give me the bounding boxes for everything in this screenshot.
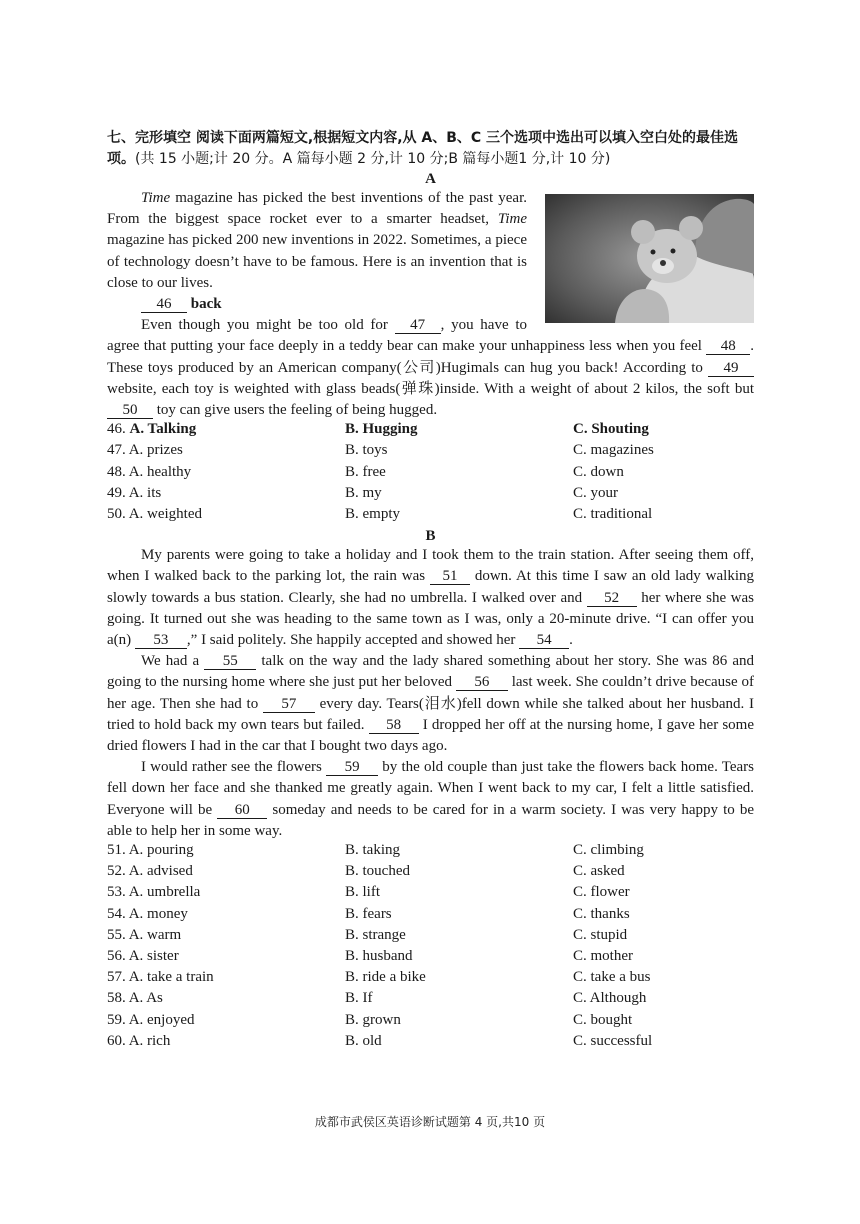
option-text: B. If [345,990,373,1007]
option-row [107,906,754,927]
option-text: A. umbrella [128,884,201,901]
option-a[interactable] [107,948,345,969]
passage-a-intro [107,188,527,294]
option-text: B. strange [345,926,406,943]
page-footer: 成都市武侯区英语诊断试题第 4 页,共10 页 [314,1115,546,1129]
option-b[interactable] [345,485,573,506]
option-a[interactable] [107,842,345,863]
option-text: C. thanks [573,905,630,922]
intro-text: magazine has picked the best inventions of the past year. From the biggest space rocket ever to a smarter headset, [107,190,527,228]
option-b[interactable] [345,464,573,485]
option-text: B. my [345,484,382,501]
option-b[interactable] [345,906,573,927]
option-c[interactable] [573,863,754,884]
option-a[interactable] [107,421,345,442]
section-instructions [107,128,754,170]
option-text: B. free [345,463,386,480]
question-number: 54. [107,905,126,922]
question-number: 56. [107,947,126,964]
option-text: C. traditional [573,505,653,522]
option-c[interactable] [573,990,754,1011]
blank-58[interactable]: 58 [369,717,419,734]
options-table-a [107,421,754,527]
option-row [107,1033,754,1054]
option-text: C. successful [573,1032,653,1049]
option-c[interactable] [573,1012,754,1033]
option-a[interactable] [107,485,345,506]
blank-54[interactable]: 54 [519,632,569,649]
intro-text: magazine has picked 200 new inventions in 2022. Sometimes, a piece of technology doesn’t have to be famous. Here is an invention that is close to our lives. [107,232,527,291]
option-row [107,990,754,1011]
option-c[interactable] [573,842,754,863]
blank-49[interactable]: 49 [708,360,754,377]
option-a[interactable] [107,969,345,990]
blank-48[interactable]: 48 [706,338,750,355]
option-c[interactable] [573,464,754,485]
blank-55[interactable]: 55 [204,653,256,670]
option-a[interactable] [107,906,345,927]
blank-56[interactable]: 56 [456,674,508,691]
blank-47[interactable]: 47 [395,317,441,334]
option-text: C. Although [573,990,647,1007]
magazine-name: Time [497,211,527,228]
option-b[interactable] [345,842,573,863]
option-text: A. prizes [128,442,183,459]
passage-a [107,188,754,421]
option-b[interactable] [345,990,573,1011]
option-c[interactable] [573,421,754,442]
option-c[interactable] [573,442,754,463]
question-number: 53. [107,884,126,901]
option-text: A. As [128,990,163,1007]
option-text: C. Shouting [573,421,649,438]
option-text: C. down [573,463,624,480]
question-number: 59. [107,1011,126,1028]
option-row [107,842,754,863]
option-b[interactable] [345,884,573,905]
passage-a-paragraph-2: Even though you might be too old for 47 , you have to agree that putting your face deeply in a teddy bear can make your unhappiness less when you feel 48 . These toys produced by an American company(公司)Hugimals can hug you back! According to 49 website, each toy is weighted with glass beads(弹珠)inside. With a weight of about 2 kilos, the soft but 50 toy can give users the feeling of being hugged. [107,317,754,419]
option-row [107,421,754,442]
question-number: 60. [107,1032,126,1049]
option-text: C. your [573,484,618,501]
option-text: A. enjoyed [128,1011,195,1028]
option-b[interactable] [345,969,573,990]
option-text: A. sister [128,947,179,964]
option-text: B. empty [345,505,400,522]
option-text: C. bought [573,1011,633,1028]
question-number: 47. [107,442,126,459]
blank-50[interactable]: 50 [107,402,153,419]
option-text: B. ride a bike [345,969,426,986]
option-b[interactable] [345,1012,573,1033]
options-table-b [107,842,754,1054]
blank-60[interactable]: 60 [217,802,267,819]
passage-a-subtitle-line [107,294,527,315]
option-text: C. take a bus [573,969,651,986]
option-text: A. advised [128,863,193,880]
option-text: A. pouring [128,842,194,859]
option-a[interactable] [107,990,345,1011]
passage-b [107,545,754,842]
option-row [107,969,754,990]
option-a[interactable] [107,1012,345,1033]
option-text: C. asked [573,863,625,880]
option-b[interactable] [345,927,573,948]
exam-page [107,128,754,1054]
blank-59[interactable]: 59 [326,759,378,776]
question-number: 55. [107,926,126,943]
option-text: C. stupid [573,926,628,943]
option-text: B. husband [345,947,413,964]
question-number: 48. [107,463,126,480]
question-number: 58. [107,990,126,1007]
passage-b-paragraph-3: I would rather see the flowers 59 by the old couple than just take the flowers back home. Tears fell down her face and she thanked me greatly again. When I went back to my car, I felt a little satisfied. Everyone will be 60 someday and needs to be cared for in a warm society. I was very happy to be able to help her in some way. [107,759,755,839]
option-text: B. toys [345,442,388,459]
option-text: B. grown [345,1011,401,1028]
option-text: B. Hugging [345,421,418,438]
option-b[interactable] [345,948,573,969]
blank-51[interactable]: 51 [430,568,470,585]
instructions-note: (共 15 小题;计 20 分。A 篇每小题 2 分,计 10 分;B 篇每小题1 分,计 10 分) [135,151,611,167]
option-text: B. lift [345,884,381,901]
option-text: A. take a train [128,969,214,986]
question-number: 51. [107,842,126,859]
option-text: C. flower [573,884,630,901]
question-number: 46. [107,421,126,438]
option-c[interactable] [573,927,754,948]
blank-46[interactable]: 46 [141,296,187,313]
option-a[interactable] [107,442,345,463]
question-number: 57. [107,969,126,986]
option-text: B. taking [345,842,400,859]
option-text: B. old [345,1032,382,1049]
option-row [107,948,754,969]
passage-b-paragraph-2: We had a 55 talk on the way and the lady shared something about her story. She was 86 and going to the nursing home where she just put her beloved 56 last week. She couldn’t drive because of her age. Then she had to 57 every day. Tears(泪水)fell down while she talked about her husband. I tried to hold back my own tears but failed. 58 I dropped her off at the nursing home, I gave her some dried flowers I had in the car that I bought two days ago. [107,653,754,754]
option-b[interactable] [345,442,573,463]
passage-b-paragraph-1: My parents were going to take a holiday and I took them to the train station. After seeing them off, when I walked back to the parking lot, the rain was 51 down. At this time I saw an old lady walking slowly towards a bus station. Clearly, she had no umbrella. I walked over and 52 her where she was going. It turned out she was heading to the same town as I was, only a 20-minute drive. “I can offer you a(n) 53 ,” I said politely. She happily accepted and showed her 54 . [107,547,754,648]
option-row [107,863,754,884]
option-row [107,464,754,485]
option-c[interactable] [573,506,754,527]
option-row [107,485,754,506]
magazine-name: Time [141,190,171,206]
option-text: C. magazines [573,442,654,459]
option-text: A. rich [128,1032,171,1049]
option-c[interactable] [573,485,754,506]
option-a[interactable] [107,927,345,948]
option-text: B. touched [345,863,410,880]
teddy-bear-photo [545,194,754,323]
option-row [107,927,754,948]
passage-a-label: A [425,171,436,187]
passage-b-label: B [425,528,436,545]
option-text: C. mother [573,947,633,964]
option-text: A. healthy [128,463,192,480]
option-b[interactable] [345,863,573,884]
option-text: A. its [128,484,162,501]
option-text: A. weighted [128,505,203,522]
option-text: C. climbing [573,842,644,859]
option-b[interactable] [345,421,573,442]
option-b[interactable] [345,506,573,527]
option-a[interactable] [107,1033,345,1054]
option-row [107,442,754,463]
option-text: A. warm [128,926,182,943]
option-c[interactable] [573,906,754,927]
option-c[interactable] [573,1033,754,1054]
option-text: B. fears [345,905,392,922]
option-a[interactable] [107,464,345,485]
option-c[interactable] [573,969,754,990]
option-a[interactable] [107,884,345,905]
option-b[interactable] [345,1033,573,1054]
blank-57[interactable]: 57 [263,696,315,713]
option-row [107,1012,754,1033]
option-row [107,884,754,905]
option-c[interactable] [573,884,754,905]
option-a[interactable] [107,863,345,884]
question-number: 52. [107,863,126,880]
option-c[interactable] [573,948,754,969]
option-text: A. Talking [129,421,197,438]
blank-53[interactable]: 53 [135,632,187,649]
option-text: A. money [128,905,188,922]
question-number: 49. [107,484,126,501]
passage-a-subtitle: back [190,296,222,313]
instructions-main: 七、完形填空 阅读下面两篇短文,根据短文内容,从 A、B、C 三个选项中选出可以填入空白处的最佳选项。 [107,130,739,167]
question-number: 50. [107,505,126,522]
blank-52[interactable]: 52 [587,590,637,607]
option-row [107,506,754,527]
option-a[interactable] [107,506,345,527]
